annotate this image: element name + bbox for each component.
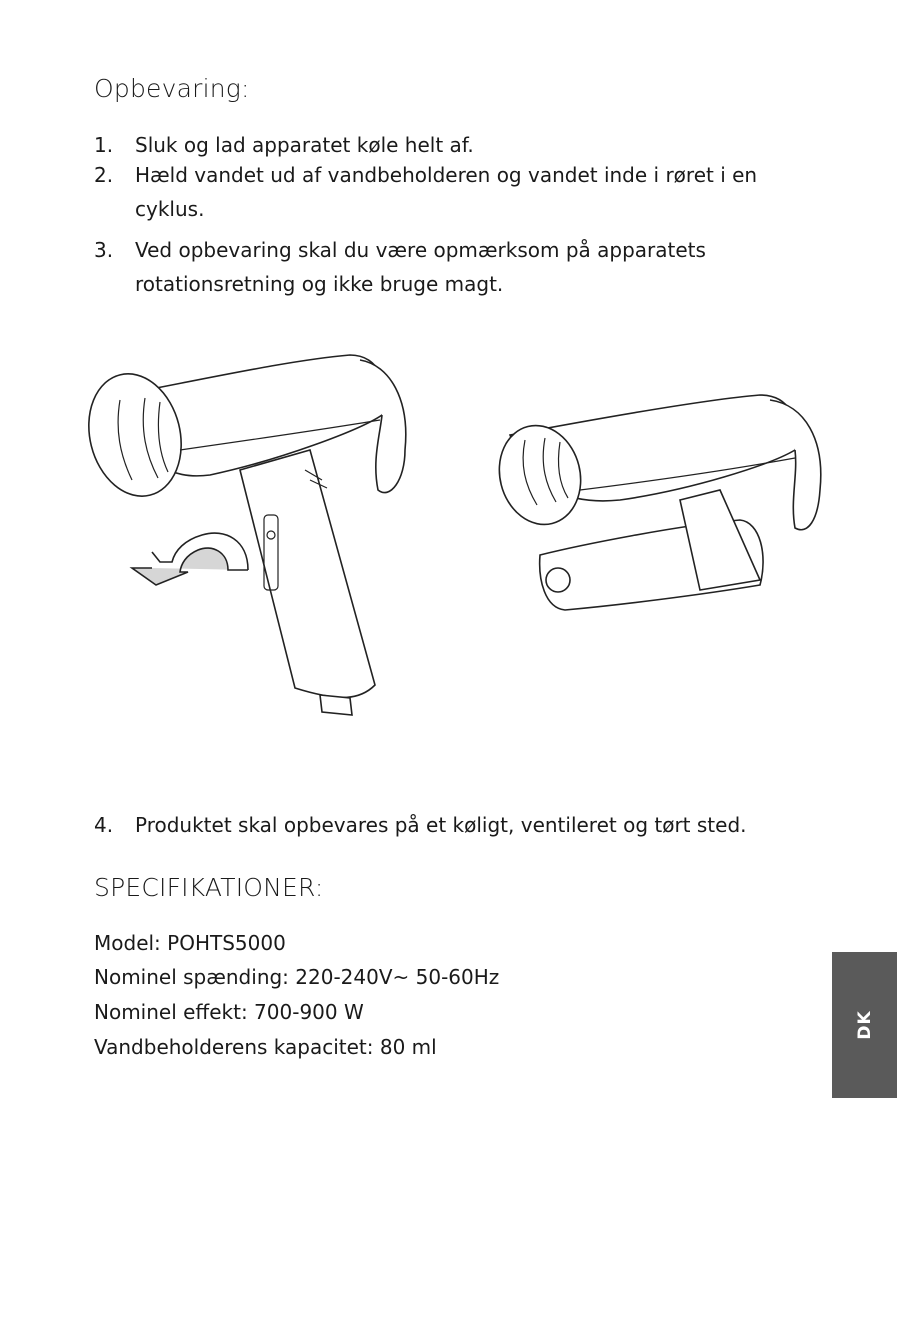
- language-code: DK: [854, 1010, 875, 1040]
- steamer-handle: [240, 450, 375, 697]
- spec-capacity: [94, 1032, 437, 1062]
- tank-connector: [546, 568, 570, 592]
- language-tab: [832, 952, 897, 1098]
- spec-value: POHTS5000: [167, 931, 286, 955]
- step-number: 3.: [94, 238, 114, 262]
- spec-model: [94, 928, 286, 958]
- step-number: 4.: [94, 813, 114, 837]
- storage-step-1: [94, 128, 814, 162]
- spec-label: Nominel spænding:: [94, 965, 289, 989]
- steamer-unfolded-figure: [76, 355, 405, 715]
- storage-step-4: [94, 808, 814, 842]
- spec-power: [94, 997, 364, 1027]
- step-text: Sluk og lad apparatet køle helt af.: [135, 133, 474, 157]
- step-text: Hæld vandet ud af vandbeholderen og vandet inde i røret i en cyklus.: [135, 163, 758, 221]
- step-number: 1.: [94, 133, 114, 157]
- specifications-heading: SPECIFIKATIONER:: [94, 873, 324, 902]
- spec-voltage: [94, 962, 499, 992]
- storage-step-2: [94, 158, 814, 226]
- spec-label: Nominel effekt:: [94, 1000, 248, 1024]
- curved-arrow-icon: [132, 533, 248, 585]
- spec-value: 80 ml: [379, 1035, 437, 1059]
- spec-value: 220-240V~ 50-60Hz: [295, 965, 500, 989]
- storage-heading: Opbevaring:: [94, 74, 250, 103]
- step-text: Produktet skal opbevares på et køligt, ventileret og tørt sted.: [135, 813, 747, 837]
- step-text: Ved opbevaring skal du være opmærksom på apparatets rotationsretning og ikke bruge magt.: [135, 238, 706, 296]
- steamer-storage-illustration: [60, 340, 840, 740]
- storage-step-3: [94, 233, 814, 301]
- steamer-folded-figure: [489, 395, 821, 610]
- step-number: 2.: [94, 163, 114, 187]
- hose-connector: [320, 695, 352, 715]
- spec-value: 700-900 W: [254, 1000, 364, 1024]
- spec-label: Vandbeholderens kapacitet:: [94, 1035, 374, 1059]
- spec-label: Model:: [94, 931, 161, 955]
